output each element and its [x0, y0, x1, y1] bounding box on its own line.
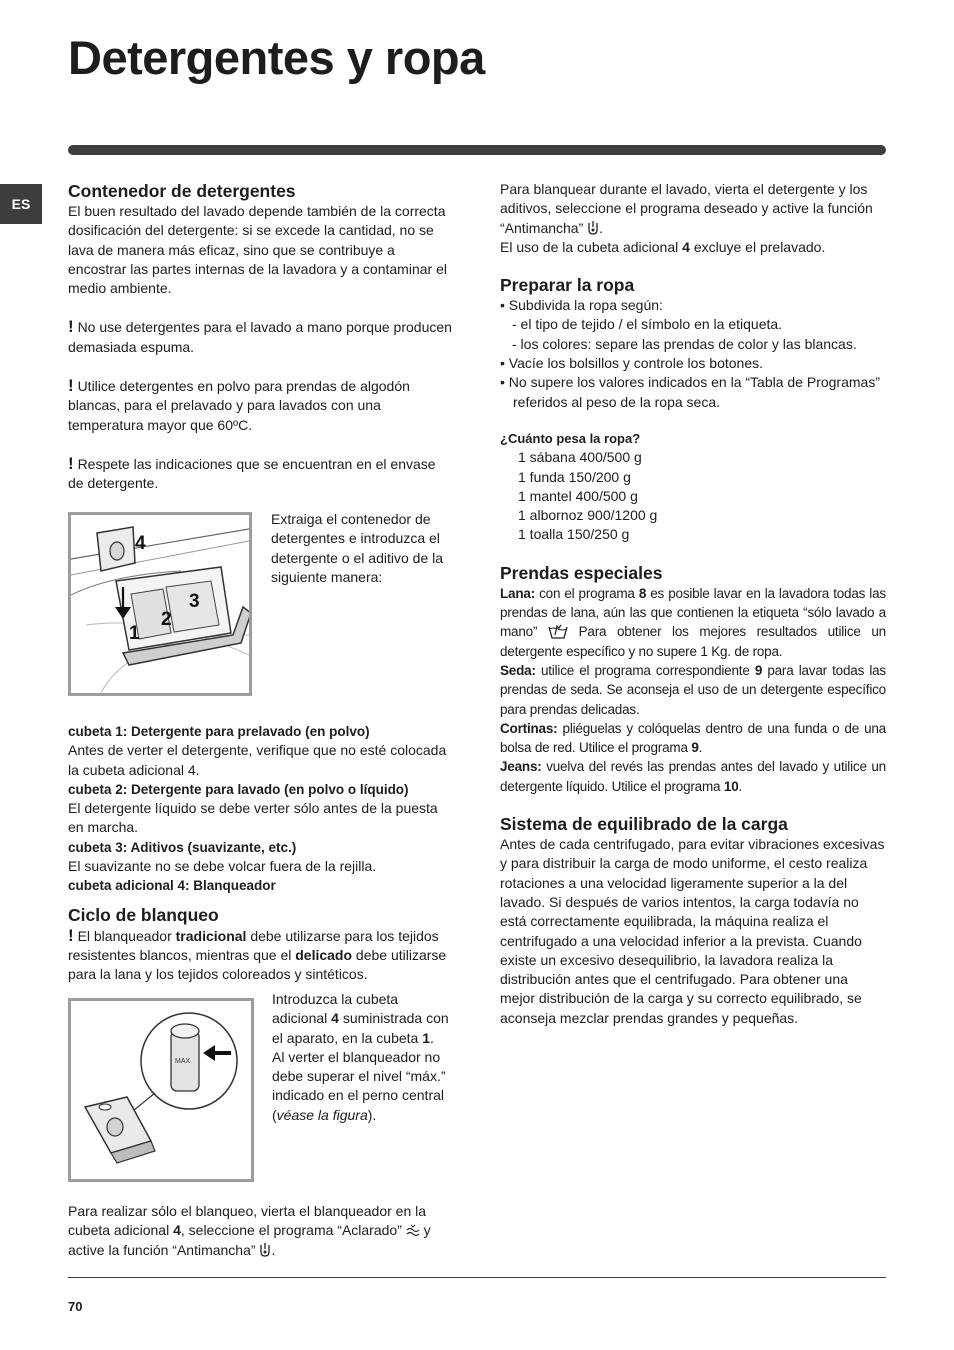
- detergent-drawer-figure: [68, 512, 252, 696]
- page-number: 70: [68, 1299, 83, 1314]
- footer-rule: [68, 1277, 886, 1278]
- compartment-label-1: 1: [129, 623, 140, 644]
- equilibrado-text: Antes de cada centrifugado, para evitar vibraciones excesivas y para distribuir la carga de modo uniforme, el cesto realiza rotaciones a una velocidad ligeramente superior a la del lavado. Si después de varios intentos, la carga todavía no está correctamente equilibrada, la máquina realiza el centrifugado a una velocidad inferior a la prevista. Cuando existe un excesivo desequilibrio, la lavadora realiza la distribución antes que el centrifugado. Para obtener una mejor distribución de la carga y su correcto equilibrado, se aconseja mezclar prendas grandes y pequeñas.: [500, 836, 885, 1026]
- prep-subitem-1: - el tipo de tejido / el símbolo en la etiqueta.: [512, 316, 783, 333]
- prep-item-2: • Vacíe los bolsillos y controle los botones.: [500, 355, 763, 372]
- drawer-illustration: [71, 515, 249, 693]
- weight-item: 1 albornoz 900/1200 g: [518, 507, 658, 524]
- contenedor-intro: El buen resultado del lavado depende también de la correcta dosificación del detergente: si se excede la cantidad, no se lava de manera más eficaz, sino que se contribuye a encostrar las partes internas de la lavadora y a contaminar el medio ambiente.: [68, 203, 447, 297]
- warning-icon: !: [68, 453, 74, 473]
- antistain-icon: [259, 1243, 271, 1258]
- max-level-mark: MAX: [175, 1058, 191, 1065]
- heading-preparar: Preparar la ropa: [500, 275, 635, 296]
- special-lana: Lana: con el programa 8 es posible lavar en la lavadora todas las prendas de lana, aún las que contienen la etiqueta “sólo lavado a mano” Para obtener los mejores resultados utilice un detergente específico y no supere 1 Kg. de ropa.: [500, 585, 886, 659]
- weight-item: 1 sábana 400/500 g: [518, 449, 642, 466]
- bleach-only-text: Para realizar sólo el blanqueo, vierta el blanqueador en la cubeta adicional 4, seleccione el programa “Aclarado” y active la función “Antimancha” .: [68, 1203, 431, 1258]
- antistain-icon: [587, 221, 599, 236]
- bleach-instruction: Introduzca la cubeta adicional 4 suministrada con el aparato, en la cubeta 1. Al verter el blanqueador no debe superar el nivel “máx.” indicado en el perno central (véase la figura).: [272, 991, 449, 1123]
- weight-heading: ¿Cuánto pesa la ropa?: [500, 430, 641, 446]
- weight-item: 1 toalla 150/250 g: [518, 526, 630, 543]
- compartment-label-3: 3: [189, 591, 200, 612]
- cubeta-2-text: El detergente líquido se debe verter sólo antes de la puesta en marcha.: [68, 800, 438, 836]
- cubetas-list: [68, 722, 453, 985]
- compartment-label-4: 4: [135, 533, 146, 554]
- heading-contenedor: Contenedor de detergentes: [68, 181, 296, 201]
- left-column: [68, 180, 453, 494]
- additional-tray-note: El uso de la cubeta adicional 4 excluye el prelavado.: [500, 238, 826, 255]
- hand-wash-icon: [548, 623, 568, 639]
- drawer-instruction: Extraiga el contenedor de detergentes e introduzca el detergente o el aditivo de la siguiente manera:: [271, 511, 444, 585]
- heading-blanqueo: Ciclo de blanqueo: [68, 904, 219, 925]
- special-cortinas: Cortinas: pliéguelas y colóquelas dentro de una funda o de una bolsa de red. Utilice el programa 9.: [500, 720, 886, 756]
- cubeta-4-label: cubeta adicional 4: Blanqueador: [68, 878, 276, 894]
- page-title: Detergentes y ropa: [68, 31, 485, 84]
- bleach-during-wash: Para blanquear durante el lavado, vierta el detergente y los aditivos, seleccione el programa deseado y active la función “Antimancha” .: [500, 181, 873, 236]
- compartment-label-2: 2: [161, 609, 172, 630]
- warning-icon: !: [68, 925, 74, 945]
- special-jeans: Jeans: vuelva del revés las prendas antes del lavado y utilice un detergente líquido. Utilice el programa 10.: [500, 759, 886, 794]
- right-column: [500, 180, 886, 1028]
- warning-1: ! No use detergentes para el lavado a mano porque producen demasiada espuma.: [68, 317, 452, 355]
- warning-3: ! Respete las indicaciones que se encuentran en el envase de detergente.: [68, 453, 436, 492]
- heading-equilibrado: Sistema de equilibrado de la carga: [500, 814, 788, 835]
- warning-icon: !: [68, 376, 74, 396]
- weight-item: 1 funda 150/200 g: [518, 468, 631, 485]
- special-seda: Seda: utilice el programa correspondiente 9 para lavar todas las prendas de seda. Se aconseja el uso de un detergente específico para prendas delicadas.: [500, 662, 886, 717]
- bleach-illustration: [71, 1001, 251, 1179]
- warning-2: ! Utilice detergentes en polvo para prendas de algodón blancas, para el prelavado y para lavados con una temperatura mayor que 60ºC.: [68, 376, 410, 433]
- warning-icon: !: [68, 317, 74, 337]
- bleach-container-figure: [68, 998, 254, 1182]
- language-tab: ES: [0, 184, 42, 224]
- rinse-icon: [406, 1224, 420, 1238]
- heading-especiales: Prendas especiales: [500, 562, 663, 583]
- cubeta-1-label: cubeta 1: Detergente para prelavado (en polvo): [68, 724, 370, 739]
- cubeta-1-text: Antes de verter el detergente, verifique que no esté colocada la cubeta adicional 4.: [68, 742, 447, 778]
- prep-item-3: • No supere los valores indicados en la “Tabla de Programas” referidos al peso de la ropa seca.: [500, 374, 880, 410]
- prep-subitem-2: - los colores: separe las prendas de color y las blancas.: [512, 335, 857, 352]
- weight-item: 1 mantel 400/500 g: [518, 487, 638, 504]
- cubeta-2-label: cubeta 2: Detergente para lavado (en polvo o líquido): [68, 781, 409, 797]
- special-items: [500, 584, 886, 796]
- blanqueo-warning: ! El blanqueador tradicional debe utilizarse para los tejidos resistentes blancos, mientras que el delicado debe utilizarse para la lana y los tejidos coloreados y sintéticos.: [68, 925, 447, 983]
- cubeta-3-label: cubeta 3: Aditivos (suavizante, etc.): [68, 839, 297, 855]
- cubeta-3-text: El suavizante no se debe volcar fuera de la rejilla.: [68, 858, 377, 875]
- header-rule: [68, 145, 886, 155]
- prep-item-1: • Subdivida la ropa según:: [500, 297, 663, 314]
